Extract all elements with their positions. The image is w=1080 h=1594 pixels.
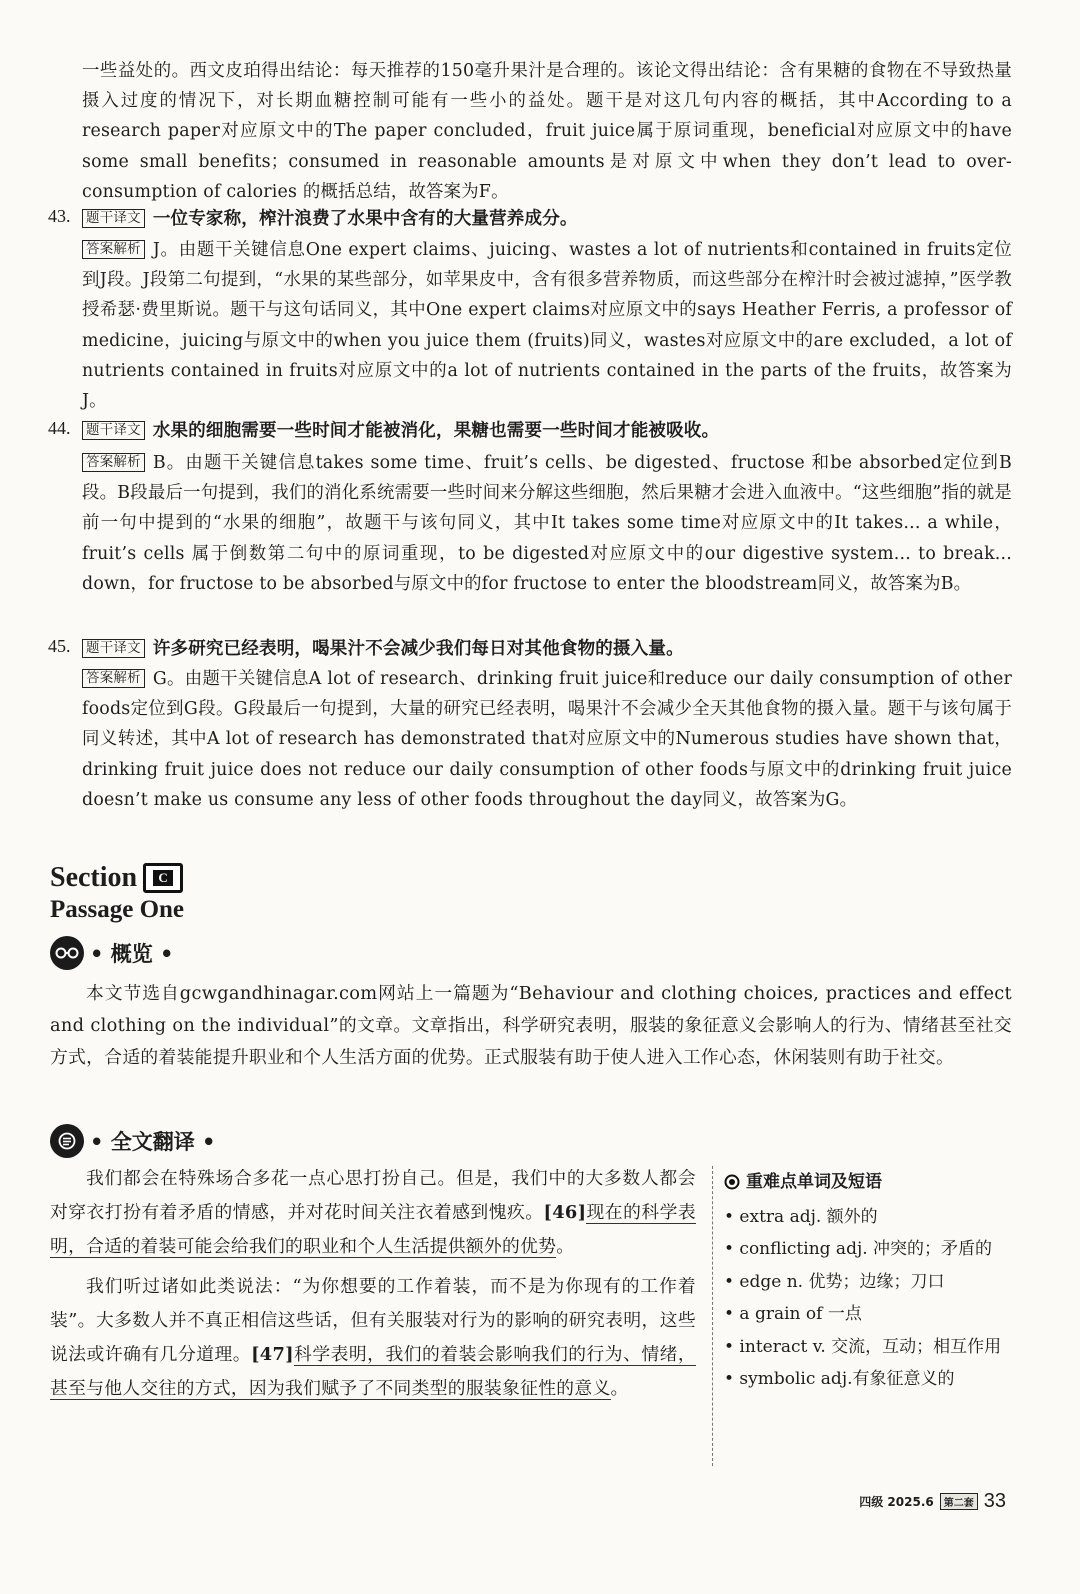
vocab-item: • a grain of 一点	[724, 1304, 862, 1324]
question-number: 43.	[48, 206, 71, 226]
vocab-item: • interact v. 交流，互动；相互作用	[724, 1336, 1002, 1357]
translation-paragraph	[50, 1270, 696, 1406]
analysis-text: G。由题干关键信息A lot of research、drinking fruit juice和reduce our daily consumption of other foods定位到G段。G段最后一句提到，大量的研究已经表明，喝果汁不会减少全天其他食物的摄入量。题干与该句属于同义转述，其中A lot of research has demonstrated that对应原文中的Numerous studies have shown that，drinking fruit juice does not reduce our daily consumption of other foods与原文中的drinking fruit juice doesn’t make us consume any less of other foods throughout the day同义，故答案为G。	[82, 669, 1012, 810]
stem-tag: 题干译文	[82, 421, 145, 440]
underlined-sentence: 科学表明，我们的着装会影响我们的行为、情绪，甚至与他人交往的方式，因为我们赋予了不同类型的服装象征性的意义	[50, 1344, 696, 1399]
magazine-issue: 四级 2025.6	[859, 1495, 934, 1509]
glasses-icon	[50, 936, 84, 970]
section-badge-letter: C	[153, 870, 173, 886]
passage-title: Passage One	[50, 896, 185, 923]
question-stem: 许多研究已经表明，喝果汁不会减少我们每日对其他食物的摄入量。	[152, 639, 684, 659]
section-heading	[50, 862, 183, 894]
analysis-tag: 答案解析	[82, 240, 145, 259]
edition-badge: 第二套	[940, 1493, 978, 1510]
text: 我们听过诸如此类说法：“为你想要的工作着装，而不是为你现有的工作着装”。大多数人并不真正相信这些话，但有关服装对行为的影响的研究表明，这些说法或许确有几分道理。	[50, 1276, 696, 1365]
vocab-heading	[724, 1166, 1014, 1199]
translation-body	[50, 1162, 696, 1406]
vocab-item: • symbolic adj.有象征意义的	[724, 1369, 955, 1389]
page-number: 33	[983, 1490, 1006, 1512]
question-marker: [46]	[543, 1202, 587, 1223]
question-stem: 一位专家称，榨汁浪费了水果中含有的大量营养成分。	[152, 209, 578, 229]
vocab-title: 重难点单词及短语	[746, 1172, 882, 1192]
text: 我们都会在特殊场合多花一点心思打扮自己。但是，我们中的大多数人都会对穿衣打扮有着矛盾的情感，并对花时间关注衣着感到愧疚。	[50, 1168, 696, 1223]
analysis-text: B。由题干关键信息takes some time、fruit’s cells、be digested、fructose 和be absorbed定位到B段。B段最后一句提到，我们的消化系统需要一些时间来分解这些细胞，然后果糖才会进入血液中。“这些细胞”指的就是前一句中提到的“水果的细胞”，故题干与该句同义，其中It takes some time对应原文中的It takes... a while，fruit’s cells 属于倒数第二句中的原词重现，to be digested对应原文中的our digestive system... to break... down，for fructose to be absorbed与原文中的for fructose to enter the bloodstream同义，故答案为B。	[82, 453, 1012, 594]
overview-title: • 概览 •	[90, 942, 174, 966]
intro-paragraph: 一些益处的。西文皮珀得出结论：每天推荐的150毫升果汁是合理的。该论文得出结论：含有果糖的食物在不导致热量摄入过度的情况下，对长期血糖控制可能有一些小的益处。题干是对这几句内容的概括，其中According to a research paper对应原文中的The paper concluded，fruit juice属于原词重现，beneficial对应原文中的have some small benefits；consumed in reasonable amounts是对原文中when they don’t lead to over-consumption of calories 的概括总结，故答案为F。	[82, 61, 1012, 202]
column-divider	[712, 1166, 713, 1466]
vocab-item: • edge n. 优势；边缘；刀口	[724, 1271, 945, 1292]
vocab-item: • extra adj. 额外的	[724, 1206, 878, 1227]
question-44	[82, 416, 1012, 446]
text: 。	[610, 1378, 629, 1399]
question-45-analysis	[82, 664, 1012, 815]
section-badge-icon	[143, 863, 183, 893]
overview-text: 本文节选自gcwgandhinagar.com网站上一篇题为“Behaviour and clothing choices, practices and effect and clothing on the individual”的文章。文章指出，科学研究表明，服装的象征意义会影响人的行为、情绪甚至社交方式，合适的着装能提升职业和个人生活方面的优势。正式服装有助于使人进入工作心态，休闲装则有助于社交。	[50, 983, 1012, 1068]
section-label: Section	[50, 862, 138, 893]
analysis-text: J。由题干关键信息One expert claims、juicing、wastes a lot of nutrients和contained in fruits定位到J段。J段第二句提到，“水果的某些部分，如苹果皮中，含有很多营养物质，而这些部分在榨汁时会被过滤掉，”医学教授希瑟·费里斯说。题干与这句话同义，其中One expert claims对应原文中的says Heather Ferris, a professor of medicine，juicing与原文中的when you juice them (fruits)同义，wastes对应原文中的are excluded，a lot of nutrients contained in fruits对应原文中的a lot of nutrients contained in the parts of the fruits，故答案为J。	[82, 240, 1012, 412]
underlined-sentence: 现在的科学表明，合适的着装可能会给我们的职业和个人生活提供额外的优势	[50, 1202, 696, 1257]
document-icon	[50, 1124, 84, 1158]
vocab-item: • conflicting adj. 冲突的；矛盾的	[724, 1239, 993, 1259]
analysis-tag: 答案解析	[82, 453, 145, 472]
translation-title: • 全文翻译 •	[90, 1130, 216, 1154]
question-44-analysis	[82, 448, 1012, 599]
translation-paragraph	[50, 1162, 696, 1264]
stem-tag: 题干译文	[82, 639, 145, 658]
analysis-tag: 答案解析	[82, 669, 145, 688]
question-43-analysis	[82, 235, 1012, 416]
translation-heading	[50, 1124, 215, 1158]
question-number: 44.	[48, 418, 71, 438]
question-marker: [47]	[251, 1344, 294, 1365]
text: 。	[556, 1236, 575, 1257]
question-43	[82, 204, 1012, 234]
question-stem: 水果的细胞需要一些时间才能被消化，果糖也需要一些时间才能被吸收。	[152, 421, 720, 441]
question-number: 45.	[48, 636, 71, 656]
overview-heading	[50, 936, 173, 970]
target-icon	[724, 1174, 740, 1190]
stem-tag: 题干译文	[82, 209, 145, 228]
question-45	[82, 634, 1012, 664]
page-footer	[859, 1490, 1006, 1513]
vocab-panel	[724, 1166, 1014, 1396]
